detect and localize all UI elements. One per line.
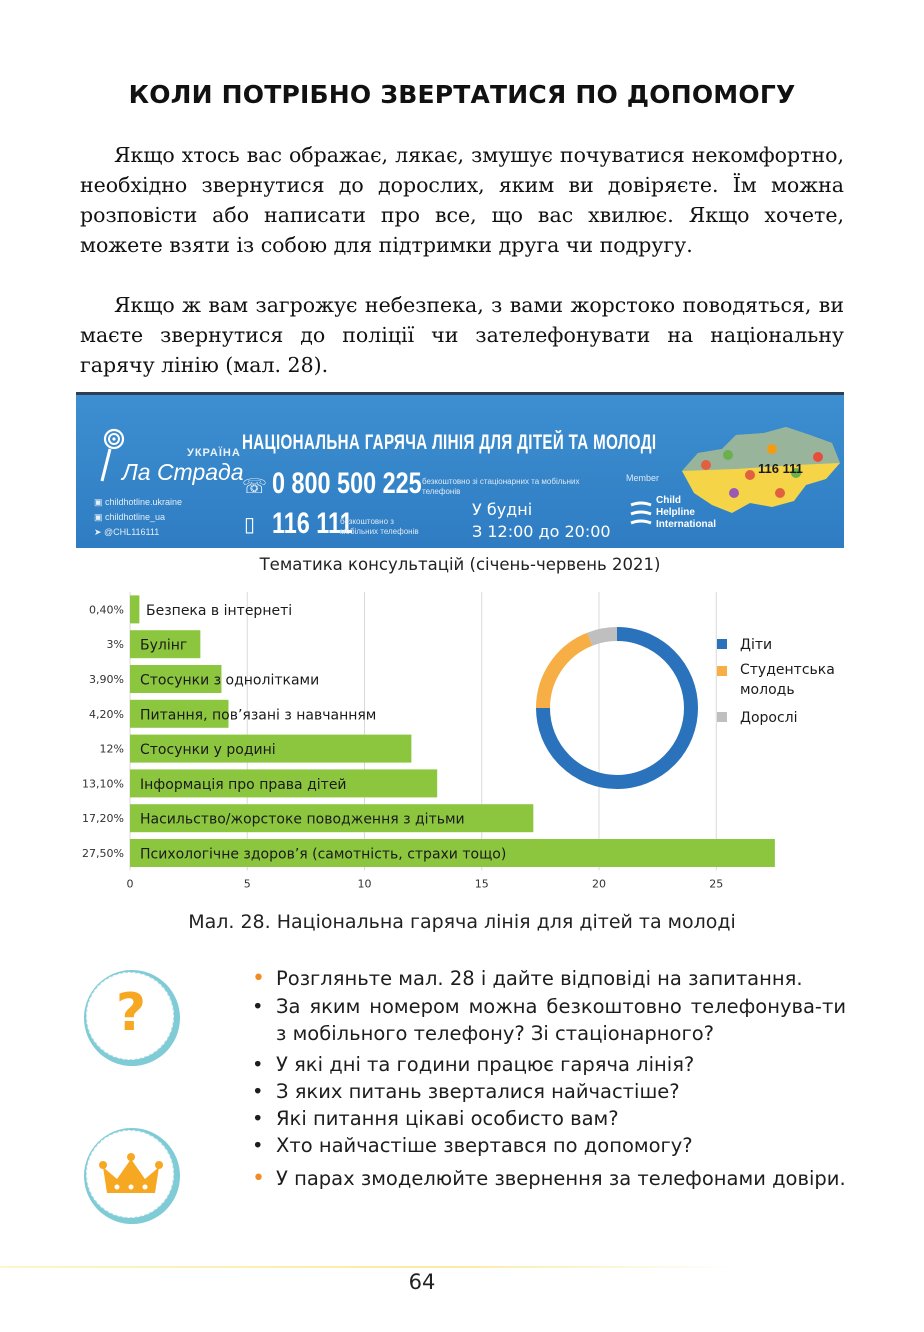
- x-tick-label: 20: [592, 877, 606, 891]
- child-helpline-icon: [629, 499, 653, 529]
- question-badge: [84, 970, 180, 1066]
- social-instagram-text: childhotline_ua: [105, 512, 166, 522]
- list-item: [246, 1051, 846, 1078]
- bar-category-label: Інформація про права дітей: [140, 776, 347, 793]
- telegram-icon: ➤: [94, 527, 105, 537]
- phone-short-note: безкоштовно з мобільних телефонів: [340, 517, 419, 536]
- bar-value-label: 4,20%: [89, 707, 124, 721]
- mobile-icon: ▯: [244, 512, 256, 536]
- consultations-chart: [76, 548, 844, 900]
- list-item-text: У парах змоделюйте звернення за телефонами довіри.: [276, 1167, 846, 1190]
- bar-value-label: 3%: [106, 638, 124, 652]
- x-tick-label: 15: [474, 877, 489, 891]
- facebook-icon: ▣: [94, 497, 106, 507]
- x-tick-label: 0: [126, 877, 134, 891]
- page-number: 64: [408, 1270, 436, 1294]
- bullet-icon: •: [252, 1107, 264, 1130]
- phone-short: 116 111: [272, 507, 353, 540]
- list-item: [246, 1165, 846, 1192]
- banner-title: НАЦІОНАЛЬНА ГАРЯЧА ЛІНІЯ ДЛЯ ДІТЕЙ ТА МОЛОДІ: [242, 431, 657, 454]
- phone-main-note: безкоштовно зі стаціонарних та мобільних телефонів: [422, 477, 580, 496]
- bar-category-label: Питання, пов’язані з навчанням: [140, 707, 377, 724]
- member-org-line-3: International: [656, 519, 717, 530]
- legend-label: Студентська: [740, 662, 835, 678]
- task-list: [246, 965, 846, 1192]
- bar-category-label: Насильство/жорстоке поводження з дітьми: [140, 811, 465, 828]
- legend-label: Діти: [740, 637, 773, 653]
- chart-title: Тематика консультацій (січень-червень 2021): [259, 555, 661, 574]
- list-item: [246, 993, 846, 1047]
- org-country: УКРАЇНА: [187, 447, 241, 459]
- bar-category-label: Безпека в інтернеті: [146, 602, 293, 619]
- list-item: [246, 1078, 846, 1105]
- bullet-icon: •: [252, 995, 264, 1018]
- list-item-text: З яких питань зверталися найчастіше?: [276, 1080, 680, 1103]
- bar-value-label: 0,40%: [89, 603, 124, 617]
- map-label: 116 111: [758, 461, 803, 476]
- hours-days: У будні: [472, 500, 533, 519]
- question-badge-inner: [86, 972, 174, 1060]
- bullet-icon: •: [252, 1134, 264, 1157]
- org-name: Ла Страда: [122, 459, 244, 485]
- x-tick-label: 10: [357, 877, 372, 891]
- footer-divider: [0, 1266, 740, 1268]
- bar-category-label: Булінг: [140, 637, 188, 654]
- bar-category-label: Психологічне здоров’я (самотність, страхи тощо): [140, 846, 507, 863]
- list-item-text: За яким номером можна безкоштовно телефонува-ти з мобільного телефону? Зі стаціонарного?: [276, 995, 846, 1045]
- legend-swatch: [717, 639, 727, 649]
- crown-icon: [99, 1149, 163, 1199]
- member-org-line-1: Child: [656, 495, 681, 506]
- x-tick-label: 25: [709, 877, 724, 891]
- list-item-text: У які дні та години працює гаряча лінія?: [276, 1053, 695, 1076]
- crown-badge: [84, 1128, 180, 1224]
- bar-value-label: 3,90%: [89, 673, 124, 686]
- orange-bullet-icon: •: [252, 1166, 265, 1191]
- bullet-icon: •: [252, 1053, 264, 1076]
- hours-time: З 12:00 до 20:00: [472, 522, 611, 541]
- question-mark-icon: ?: [115, 983, 147, 1043]
- working-hours: [472, 499, 611, 543]
- list-item-text: Розгляньте мал. 28 і дайте відповіді на запитання.: [276, 967, 803, 990]
- hotline-banner: [76, 392, 844, 548]
- orange-bullet-icon: •: [252, 966, 265, 991]
- bar-value-label: 27,50%: [82, 847, 124, 860]
- bar-value-label: 13,10%: [82, 777, 124, 791]
- la-strada-logo-icon: [92, 423, 126, 483]
- legend-label: молодь: [740, 682, 795, 698]
- bar-value-label: 12%: [99, 742, 124, 756]
- instagram-icon: ▣: [94, 512, 106, 522]
- list-item-text: Які питання цікаві особисто вам?: [276, 1107, 619, 1130]
- list-item: [246, 1132, 846, 1159]
- member-label: Member: [626, 473, 660, 483]
- social-facebook: [94, 497, 182, 508]
- legend-swatch: [717, 666, 727, 676]
- bar: [130, 595, 139, 623]
- phone-icon: ☏: [242, 474, 268, 498]
- paragraph-1: Якщо хтось вас ображає, лякає, змушує почуватися некомфортно, необхідно звернутися до дорослих, яким ви довіряєте. Їм можна розповісти або написати про все, що вас хвилює. Якщо хочете, можете взяти із собою для підтримки друга чи подругу.: [80, 143, 844, 257]
- legend-swatch: [717, 712, 727, 722]
- phone-main: 0 800 500 225: [272, 467, 422, 500]
- social-facebook-text: childhotline.ukraine: [105, 497, 183, 507]
- social-telegram-text: @CHL116111: [104, 527, 160, 537]
- list-item-text: Хто найчастіше звертався по допомогу?: [276, 1134, 693, 1157]
- legend-label: Дорослі: [740, 710, 798, 726]
- page-heading: КОЛИ ПОТРІБНО ЗВЕРТАТИСЯ ПО ДОПОМОГУ: [128, 80, 796, 109]
- list-item: [246, 965, 846, 992]
- donut-slice: [590, 634, 617, 639]
- list-item: [246, 1105, 846, 1132]
- bar-category-label: Стосунки у родині: [140, 742, 276, 759]
- crown-badge-inner: [86, 1130, 174, 1218]
- social-instagram: [94, 512, 165, 523]
- social-telegram: [94, 527, 159, 538]
- member-org-line-2: Helpline: [656, 507, 695, 518]
- paragraph-2: Якщо ж вам загрожує небезпека, з вами жорстоко поводяться, ви маєте звернутися до поліції чи зателефонувати на національну гарячу лінію (мал. 28).: [80, 293, 844, 377]
- donut-slice: [543, 639, 590, 708]
- x-tick-label: 5: [243, 877, 251, 891]
- bar-value-label: 17,20%: [82, 812, 124, 826]
- bullet-icon: •: [252, 1080, 264, 1103]
- bar-category-label: Стосунки з однолітками: [140, 672, 320, 689]
- chart-svg: [76, 548, 844, 900]
- figure-caption: Мал. 28. Національна гаряча лінія для дітей та молоді: [188, 911, 736, 933]
